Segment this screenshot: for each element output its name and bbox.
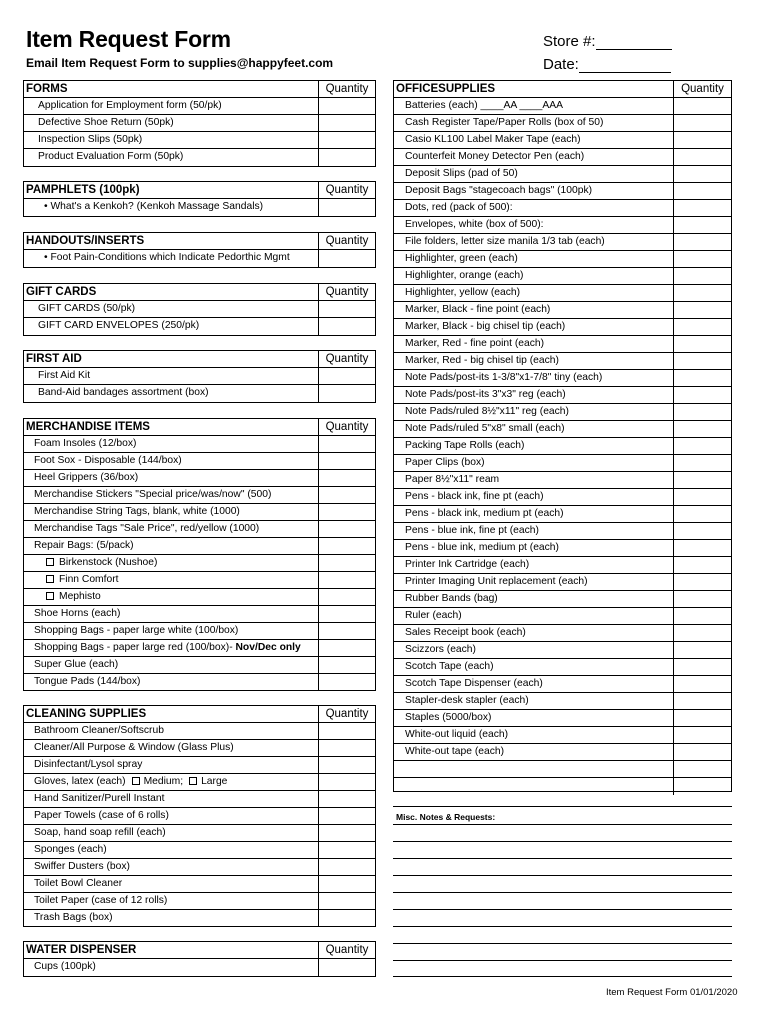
store-number-label: Store #: <box>543 33 596 50</box>
quantity-cell[interactable] <box>319 757 375 773</box>
quantity-cell[interactable] <box>674 404 731 420</box>
list-item: Staples (5000/box) <box>394 710 731 727</box>
quantity-cell[interactable] <box>319 318 375 335</box>
quantity-cell[interactable] <box>674 659 731 675</box>
quantity-cell[interactable] <box>674 472 731 488</box>
quantity-cell[interactable] <box>319 842 375 858</box>
list-item: Note Pads/ruled 8½"x11" reg (each) <box>394 404 731 421</box>
store-number-line[interactable] <box>596 35 672 50</box>
first-aid-section <box>23 350 376 403</box>
list-item: Cash Register Tape/Paper Rolls (box of 50) <box>394 115 731 132</box>
quantity-cell[interactable] <box>319 250 375 267</box>
date-line[interactable] <box>579 58 671 73</box>
quantity-header: Quantity <box>325 708 369 720</box>
forms-section <box>23 80 376 167</box>
list-item: Merchandise Stickers "Special price/was/now" (500) <box>24 487 375 504</box>
quantity-header: Quantity <box>325 235 369 247</box>
quantity-cell[interactable] <box>674 268 731 284</box>
notes-line[interactable] <box>393 909 732 910</box>
quantity-cell[interactable] <box>674 455 731 471</box>
list-item: Deposit Slips (pad of 50) <box>394 166 731 183</box>
gift-cards-section <box>23 283 376 336</box>
quantity-header: Quantity <box>325 286 369 298</box>
quantity-header: Quantity <box>681 83 724 95</box>
list-item: Mephisto <box>24 589 375 606</box>
quantity-cell[interactable] <box>674 642 731 658</box>
office-supplies-heading: OFFICESUPPLIES <box>394 81 674 97</box>
quantity-cell[interactable] <box>674 234 731 250</box>
list-item: Application for Employment form (50/pk) <box>24 98 375 115</box>
quantity-cell[interactable] <box>674 115 731 131</box>
quantity-cell[interactable] <box>319 808 375 824</box>
quantity-cell[interactable] <box>319 149 375 166</box>
list-item: Note Pads/post-its 3"x3" reg (each) <box>394 387 731 404</box>
quantity-cell[interactable] <box>319 589 375 605</box>
quantity-cell[interactable] <box>319 487 375 503</box>
quantity-cell[interactable] <box>319 453 375 469</box>
quantity-cell[interactable] <box>319 876 375 892</box>
quantity-cell[interactable] <box>319 521 375 537</box>
quantity-cell[interactable] <box>674 540 731 556</box>
quantity-cell[interactable] <box>319 572 375 588</box>
quantity-cell[interactable] <box>319 825 375 841</box>
quantity-cell[interactable] <box>674 557 731 573</box>
handouts-heading: HANDOUTS/INSERTS <box>24 233 319 249</box>
list-item: Toilet Paper (case of 12 rolls) <box>24 893 375 910</box>
list-item: Scotch Tape Dispenser (each) <box>394 676 731 693</box>
quantity-cell[interactable] <box>319 893 375 909</box>
quantity-cell[interactable] <box>319 723 375 739</box>
notes-line[interactable] <box>393 858 732 859</box>
list-item: Paper Towels (case of 6 rolls) <box>24 808 375 825</box>
quantity-header: Quantity <box>325 184 369 196</box>
blank-item-cell[interactable] <box>394 778 674 795</box>
list-item: Pens - black ink, medium pt (each) <box>394 506 731 523</box>
list-item: Foot Sox - Disposable (144/box) <box>24 453 375 470</box>
misc-notes-label: Misc. Notes & Requests: <box>396 812 496 822</box>
list-item: GIFT CARDS (50/pk) <box>24 301 375 318</box>
list-item: Paper Clips (box) <box>394 455 731 472</box>
checkbox-finn-comfort[interactable] <box>46 575 54 583</box>
quantity-cell[interactable] <box>674 149 731 165</box>
list-item: Toilet Bowl Cleaner <box>24 876 375 893</box>
list-item: Marker, Red - big chisel tip (each) <box>394 353 731 370</box>
merchandise-section <box>23 418 376 691</box>
quantity-cell[interactable] <box>674 98 731 114</box>
list-item: Shoe Horns (each) <box>24 606 375 623</box>
handouts-section <box>23 232 376 268</box>
water-dispenser-section <box>23 941 376 977</box>
quantity-cell[interactable] <box>674 353 731 369</box>
list-item: Defective Shoe Return (50pk) <box>24 115 375 132</box>
list-item: Rubber Bands (bag) <box>394 591 731 608</box>
quantity-cell[interactable] <box>319 859 375 875</box>
list-item: Finn Comfort <box>24 572 375 589</box>
quantity-cell[interactable] <box>319 199 375 216</box>
notes-line[interactable] <box>393 875 732 876</box>
quantity-cell[interactable] <box>319 910 375 927</box>
list-item: Scotch Tape (each) <box>394 659 731 676</box>
quantity-cell[interactable] <box>319 470 375 486</box>
date-label: Date: <box>543 56 579 73</box>
blank-item-cell[interactable] <box>394 761 674 777</box>
quantity-cell[interactable] <box>674 744 731 760</box>
list-item: Marker, Red - fine point (each) <box>394 336 731 353</box>
quantity-cell[interactable] <box>319 504 375 520</box>
list-item: GIFT CARD ENVELOPES (250/pk) <box>24 318 375 335</box>
list-item: • Foot Pain-Conditions which Indicate Pedorthic Mgmt <box>24 250 375 267</box>
notes-line[interactable] <box>393 960 732 961</box>
list-item: Tongue Pads (144/box) <box>24 674 375 691</box>
list-item: Product Evaluation Form (50pk) <box>24 149 375 166</box>
quantity-cell[interactable] <box>674 336 731 352</box>
list-item: Super Glue (each) <box>24 657 375 674</box>
quantity-cell[interactable] <box>319 98 375 114</box>
cleaning-section <box>23 705 376 927</box>
quantity-cell[interactable] <box>674 506 731 522</box>
cleaning-heading: CLEANING SUPPLIES <box>24 706 319 722</box>
list-item: Envelopes, white (box of 500): <box>394 217 731 234</box>
quantity-cell[interactable] <box>674 625 731 641</box>
list-item: Heel Grippers (36/box) <box>24 470 375 487</box>
list-item: Batteries (each) ____AA ____AAA <box>394 98 731 115</box>
quantity-cell[interactable] <box>319 791 375 807</box>
quantity-cell[interactable] <box>674 183 731 199</box>
date-field[interactable] <box>543 56 671 73</box>
list-item: White-out tape (each) <box>394 744 731 761</box>
quantity-cell[interactable] <box>319 623 375 639</box>
quantity-cell[interactable] <box>674 574 731 590</box>
blank-row <box>394 778 731 795</box>
list-item: • What's a Kenkoh? (Kenkoh Massage Sandals) <box>24 199 375 216</box>
quantity-cell[interactable] <box>319 640 375 656</box>
list-item: Pens - black ink, fine pt (each) <box>394 489 731 506</box>
list-item: Shopping Bags - paper large red (100/box)- Nov/Dec only <box>24 640 375 657</box>
store-number-field[interactable] <box>543 33 672 50</box>
list-item: Shopping Bags - paper large white (100/box) <box>24 623 375 640</box>
first-aid-heading: FIRST AID <box>24 351 319 367</box>
quantity-cell[interactable] <box>674 387 731 403</box>
quantity-cell[interactable] <box>674 217 731 233</box>
list-item: Counterfeit Money Detector Pen (each) <box>394 149 731 166</box>
quantity-cell[interactable] <box>319 740 375 756</box>
quantity-cell[interactable] <box>674 438 731 454</box>
list-item: White-out liquid (each) <box>394 727 731 744</box>
list-item: Highlighter, yellow (each) <box>394 285 731 302</box>
list-item: Deposit Bags "stagecoach bags" (100pk) <box>394 183 731 200</box>
quantity-cell[interactable] <box>319 555 375 571</box>
form-title: Item Request Form <box>26 26 231 52</box>
list-item: Packing Tape Rolls (each) <box>394 438 731 455</box>
pamphlets-heading: PAMPHLETS (100pk) <box>24 182 319 198</box>
quantity-cell[interactable] <box>674 285 731 301</box>
list-item: Band-Aid bandages assortment (box) <box>24 385 375 402</box>
list-item: Dots, red (pack of 500): <box>394 200 731 217</box>
quantity-cell[interactable] <box>674 166 731 182</box>
notes-line[interactable] <box>393 976 732 977</box>
list-item: Trash Bags (box) <box>24 910 375 927</box>
quantity-cell[interactable] <box>319 436 375 452</box>
forms-heading: FORMS <box>24 81 319 97</box>
list-item: Repair Bags: (5/pack) <box>24 538 375 555</box>
gift-cards-heading: GIFT CARDS <box>24 284 319 300</box>
list-item: Inspection Slips (50pk) <box>24 132 375 149</box>
pamphlets-section <box>23 181 376 217</box>
quantity-cell[interactable] <box>674 591 731 607</box>
quantity-cell[interactable] <box>319 606 375 622</box>
notes-line[interactable] <box>393 824 732 825</box>
list-item: Cleaner/All Purpose & Window (Glass Plus) <box>24 740 375 757</box>
quantity-cell[interactable] <box>674 370 731 386</box>
quantity-cell[interactable] <box>319 674 375 691</box>
quantity-cell[interactable] <box>674 489 731 505</box>
office-supplies-section <box>393 80 732 792</box>
list-item: Hand Sanitizer/Purell Instant <box>24 791 375 808</box>
quantity-cell[interactable] <box>674 778 731 795</box>
quantity-header: Quantity <box>325 421 369 433</box>
quantity-cell[interactable] <box>674 693 731 709</box>
checkbox-gloves-medium[interactable] <box>132 777 140 785</box>
quantity-cell[interactable] <box>674 608 731 624</box>
list-item: Merchandise String Tags, blank, white (1000) <box>24 504 375 521</box>
quantity-cell[interactable] <box>319 368 375 384</box>
quantity-cell[interactable] <box>319 115 375 131</box>
quantity-cell[interactable] <box>319 132 375 148</box>
quantity-cell[interactable] <box>319 301 375 317</box>
notes-top-rule <box>393 806 732 807</box>
email-instructions: Email Item Request Form to supplies@happyfeet.com <box>26 56 334 70</box>
list-item: Sales Receipt book (each) <box>394 625 731 642</box>
checkbox-mephisto[interactable] <box>46 592 54 600</box>
list-item: Highlighter, green (each) <box>394 251 731 268</box>
quantity-cell[interactable] <box>319 385 375 402</box>
quantity-header: Quantity <box>325 83 369 95</box>
list-item: Casio KL100 Label Maker Tape (each) <box>394 132 731 149</box>
list-item: Marker, Black - fine point (each) <box>394 302 731 319</box>
list-item: Pens - blue ink, fine pt (each) <box>394 523 731 540</box>
quantity-cell[interactable] <box>319 959 375 976</box>
notes-line[interactable] <box>393 926 732 927</box>
list-item: Highlighter, orange (each) <box>394 268 731 285</box>
quantity-header: Quantity <box>325 353 369 365</box>
list-item: File folders, letter size manila 1/3 tab (each) <box>394 234 731 251</box>
list-item: Ruler (each) <box>394 608 731 625</box>
list-item: Bathroom Cleaner/Softscrub <box>24 723 375 740</box>
list-item: Paper 8½"x11" ream <box>394 472 731 489</box>
list-item: Sponges (each) <box>24 842 375 859</box>
list-item: Cups (100pk) <box>24 959 375 976</box>
list-item: Printer Ink Cartridge (each) <box>394 557 731 574</box>
notes-line[interactable] <box>393 943 732 944</box>
blank-row <box>394 761 731 778</box>
list-item: Birkenstock (Nushoe) <box>24 555 375 572</box>
quantity-cell[interactable] <box>674 421 731 437</box>
list-item: Swiffer Dusters (box) <box>24 859 375 876</box>
notes-line[interactable] <box>393 892 732 893</box>
quantity-cell[interactable] <box>674 761 731 777</box>
list-item: Note Pads/ruled 5"x8" small (each) <box>394 421 731 438</box>
form-version-footer: Item Request Form 01/01/2020 <box>606 987 738 998</box>
quantity-cell[interactable] <box>674 523 731 539</box>
list-item: Gloves, latex (each) Medium; Large <box>24 774 375 791</box>
quantity-cell[interactable] <box>319 774 375 790</box>
list-item: First Aid Kit <box>24 368 375 385</box>
seasonal-note: Nov/Dec only <box>235 642 301 653</box>
list-item: Printer Imaging Unit replacement (each) <box>394 574 731 591</box>
quantity-cell[interactable] <box>674 710 731 726</box>
quantity-cell[interactable] <box>674 676 731 692</box>
quantity-cell[interactable] <box>674 132 731 148</box>
list-item: Soap, hand soap refill (each) <box>24 825 375 842</box>
quantity-cell[interactable] <box>674 319 731 335</box>
list-item: Disinfectant/Lysol spray <box>24 757 375 774</box>
list-item: Scizzors (each) <box>394 642 731 659</box>
list-item: Note Pads/post-its 1-3/8"x1-7/8" tiny (each) <box>394 370 731 387</box>
quantity-cell[interactable] <box>674 727 731 743</box>
quantity-cell[interactable] <box>674 302 731 318</box>
list-item: Marker, Black - big chisel tip (each) <box>394 319 731 336</box>
list-item: Pens - blue ink, medium pt (each) <box>394 540 731 557</box>
list-item: Stapler-desk stapler (each) <box>394 693 731 710</box>
list-item: Merchandise Tags "Sale Price", red/yellow (1000) <box>24 521 375 538</box>
checkbox-birkenstock[interactable] <box>46 558 54 566</box>
quantity-cell[interactable] <box>319 657 375 673</box>
merchandise-heading: MERCHANDISE ITEMS <box>24 419 319 435</box>
quantity-cell[interactable] <box>674 251 731 267</box>
notes-line[interactable] <box>393 841 732 842</box>
quantity-cell[interactable] <box>319 538 375 554</box>
quantity-cell[interactable] <box>674 200 731 216</box>
quantity-header: Quantity <box>325 944 369 956</box>
list-item: Foam Insoles (12/box) <box>24 436 375 453</box>
water-dispenser-heading: WATER DISPENSER <box>24 942 319 958</box>
checkbox-gloves-large[interactable] <box>189 777 197 785</box>
